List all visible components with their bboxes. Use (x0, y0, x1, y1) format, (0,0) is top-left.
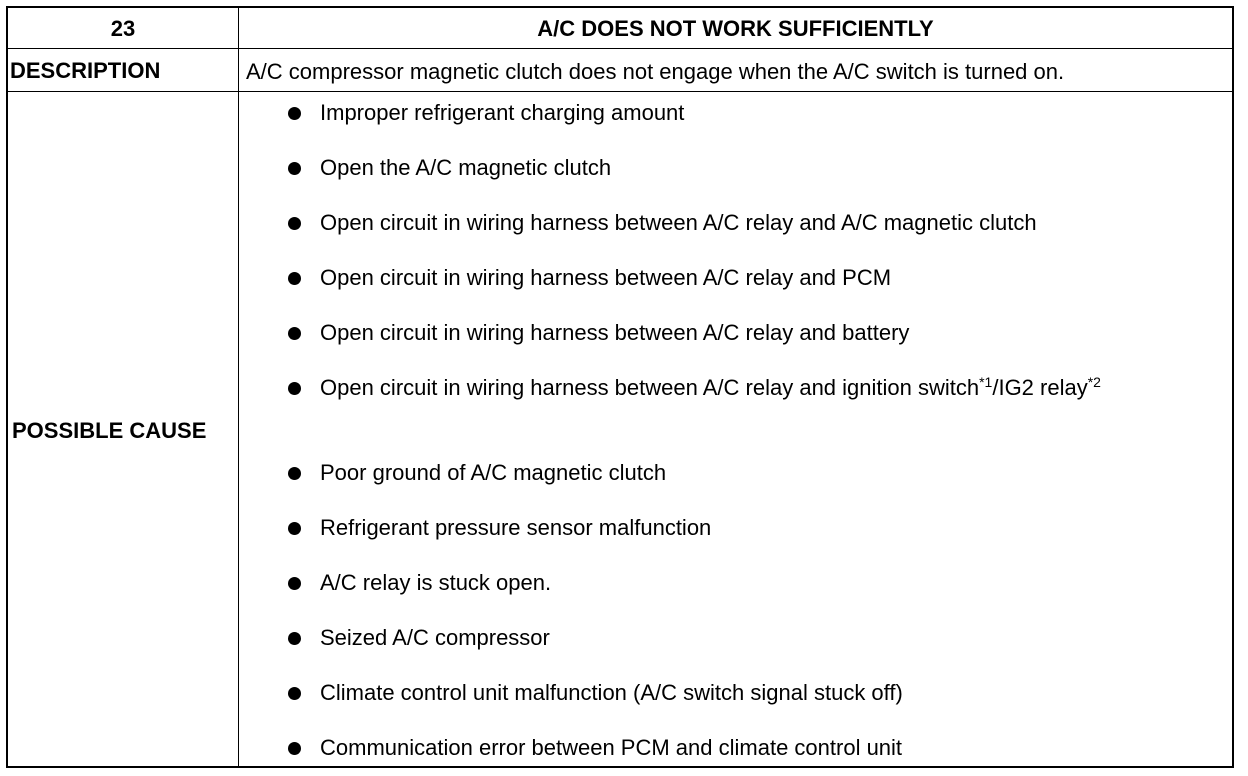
row-divider-description (8, 91, 1232, 92)
bullet-icon (288, 272, 301, 285)
bullet-icon (288, 467, 301, 480)
row-divider-header (8, 48, 1232, 49)
bullet-icon (288, 327, 301, 340)
possible-cause-label: POSSIBLE CAUSE (12, 418, 207, 443)
column-divider (238, 8, 239, 766)
bullet-icon (288, 162, 301, 175)
trouble-title: A/C DOES NOT WORK SUFFICIENTLY (537, 16, 934, 41)
trouble-number: 23 (110, 16, 136, 41)
description-label: DESCRIPTION (10, 58, 161, 83)
ignition-text-part1: Open circuit in wiring harness between A/C relay and ignition switch (320, 375, 980, 400)
bullet-icon (288, 632, 301, 645)
description-text: A/C compressor magnetic clutch does not engage when the A/C switch is turned on. (246, 59, 1065, 84)
bullet-icon (288, 577, 301, 590)
diagnostic-table: 23 A/C DOES NOT WORK SUFFICIENTLY DESCRIPTION A/C compressor magnetic clutch does not engage when the A/C switch is turned on. POSSIBLE CAUSE Improper refrigerant charging amount Open the A/C magnetic clutch Open circuit in wiring harness between A/C relay and A/C magnetic clutch Open circuit in wiring harness between A/C relay and PCM Open circuit in wiring harness between A/C relay and battery Open circuit in wiring harness between A/C relay and ignition switch$^{*1}$/IG2 relay$^{*2}$ Poor ground of A/C magnetic clutch Refrigerant pressure sensor malfunction A/C relay is stuck open. Seized A/C compressor Climate control unit malfunction (A/C switch signal stuck off) Communication error between PCM and climate control unit (6, 6, 1234, 768)
ignition-text-part2: /IG2 relay (992, 375, 1088, 400)
bullet-icon (288, 382, 301, 395)
bullet-icon (288, 107, 301, 120)
bullet-icon (288, 742, 301, 755)
footnote-mark-2: *2 (1087, 374, 1101, 390)
footnote-mark-1: *1 (979, 374, 993, 390)
bullet-icon (288, 522, 301, 535)
bullet-icon (288, 687, 301, 700)
bullet-icon (288, 217, 301, 230)
